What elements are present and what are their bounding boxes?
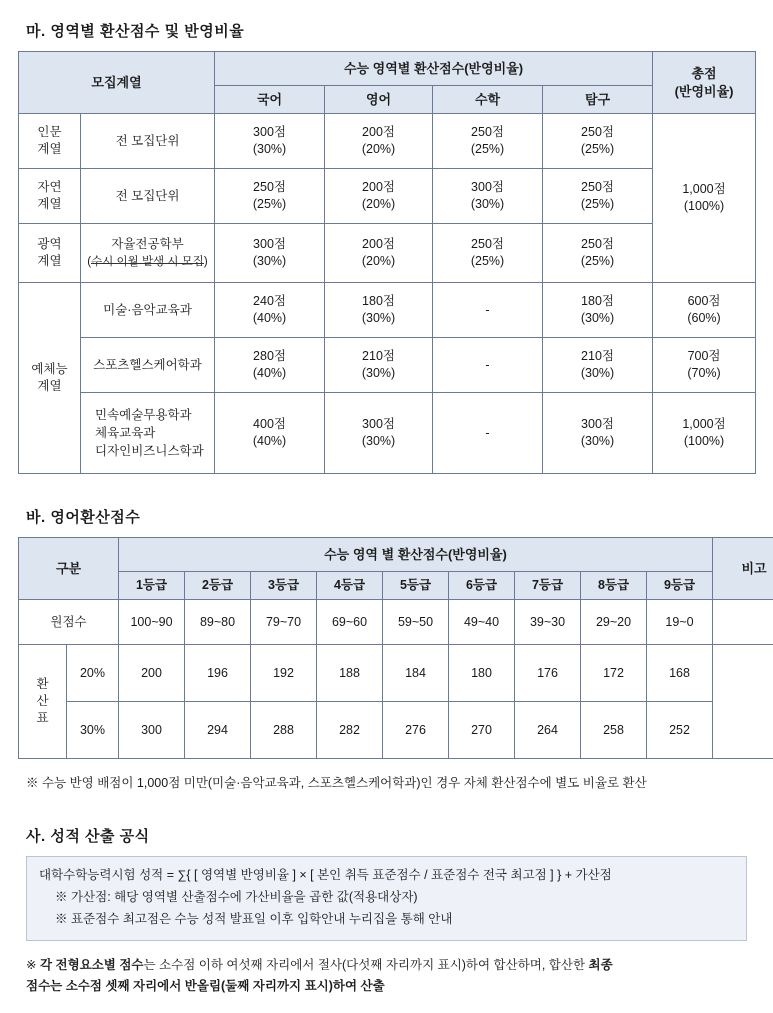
table-row — [19, 600, 773, 645]
cell-art1-inquiry — [543, 283, 653, 338]
header-grade-2: 2등급 — [185, 572, 251, 600]
table-row — [19, 702, 773, 759]
cell-art2-english — [325, 338, 433, 393]
spacer — [18, 474, 755, 500]
cell-conv20-grade-6: 180 — [449, 645, 515, 702]
cell-raw-grade-5: 59~50 — [383, 600, 449, 645]
row-group-wide — [19, 224, 81, 283]
unit-wide — [81, 224, 215, 283]
cell-raw-grade-8: 29~20 — [581, 600, 647, 645]
cell-conv20-grade-3: 192 — [251, 645, 317, 702]
row-group-humanities — [19, 114, 81, 169]
cell-conv20-grade-1: 200 — [119, 645, 185, 702]
cell-wide-math — [433, 224, 543, 283]
cell-conv20-grade-2: 196 — [185, 645, 251, 702]
cell-conv20-grade-9: 168 — [647, 645, 713, 702]
score-value: 250점 — [581, 180, 614, 195]
cell-art3-english — [325, 393, 433, 474]
score-value: 200점 — [362, 237, 395, 252]
table-header-row-1 — [19, 538, 773, 572]
group-label-line2: 계열 — [37, 197, 62, 211]
cell-raw-grade-3: 79~70 — [251, 600, 317, 645]
table-header-row-1 — [19, 52, 756, 86]
cell-natural-korean — [215, 169, 325, 224]
cell-natural-math — [433, 169, 543, 224]
header-total-line2: (반영비율) — [674, 83, 734, 99]
group-label-line1: 인문 — [37, 125, 62, 140]
score-ratio: (40%) — [252, 311, 287, 325]
section-title-sa: 사. 성적 산출 공식 — [26, 828, 150, 845]
score-ratio: (20%) — [361, 197, 396, 211]
score-ratio: (25%) — [580, 254, 615, 268]
cell-ratio-20: 20% — [67, 645, 119, 702]
score-value: 250점 — [471, 125, 504, 140]
unit-label-line3: 디자인비즈니스학과 — [95, 444, 204, 459]
score-ratio: (25%) — [580, 142, 615, 156]
cell-conv30-grade-3: 288 — [251, 702, 317, 759]
score-ratio: (40%) — [252, 434, 287, 448]
header-grade-1: 1등급 — [119, 572, 185, 600]
total-value: 1,000점 — [682, 182, 726, 197]
score-value: 250점 — [471, 237, 504, 252]
header-english-group: 수능 영역 별 환산점수(반영비율) — [119, 538, 713, 572]
header-grade-4: 4등급 — [317, 572, 383, 600]
cell-ratio-30: 30% — [67, 702, 119, 759]
table-row — [19, 283, 756, 338]
score-ratio: (40%) — [252, 366, 287, 380]
header-subject-inquiry: 탐구 — [543, 86, 653, 114]
row-label-conversion-table — [19, 645, 67, 759]
note-text-1: 는 소수점 이하 여섯째 자리에서 절사(다섯째 자리까지 표시)하여 합산하며, 합산한 — [143, 957, 589, 972]
row-group-natural — [19, 169, 81, 224]
formula-box — [26, 856, 747, 941]
header-remark: 비고 — [713, 538, 773, 600]
score-ratio: (25%) — [252, 197, 287, 211]
table-row — [19, 224, 756, 283]
table-row — [19, 393, 756, 474]
score-ratio: (25%) — [580, 197, 615, 211]
score-ratio: (30%) — [252, 142, 287, 156]
score-ratio: (20%) — [361, 142, 396, 156]
cell-art2-math: - — [433, 338, 543, 393]
cell-art2-total — [653, 338, 756, 393]
note-rounding — [26, 955, 747, 998]
cell-art1-total — [653, 283, 756, 338]
group-label-line1: 자연 — [37, 180, 62, 195]
conv-label-line2: 산 — [36, 694, 49, 709]
score-value: 300점 — [253, 237, 286, 252]
unit-natural: 전 모집단위 — [81, 169, 215, 224]
score-value: 250점 — [581, 237, 614, 252]
cell-conv30-grade-6: 270 — [449, 702, 515, 759]
cell-total-common — [653, 114, 756, 283]
score-ratio: (30%) — [470, 197, 505, 211]
cell-raw-grade-9: 19~0 — [647, 600, 713, 645]
cell-raw-grade-4: 69~60 — [317, 600, 383, 645]
score-ratio: (30%) — [580, 311, 615, 325]
score-value: 210점 — [362, 349, 395, 364]
cell-conv30-grade-5: 276 — [383, 702, 449, 759]
score-value: 180점 — [362, 294, 395, 309]
cell-art2-inquiry — [543, 338, 653, 393]
header-division: 구분 — [19, 538, 119, 600]
score-value: 250점 — [581, 125, 614, 140]
score-ratio: (30%) — [580, 434, 615, 448]
cell-raw-remark — [713, 600, 773, 645]
cell-humanities-math — [433, 114, 543, 169]
group-label-line1: 예체능 — [31, 362, 68, 377]
unit-arts-multi — [81, 393, 215, 474]
header-grade-8: 8등급 — [581, 572, 647, 600]
total-ratio: (100%) — [683, 434, 725, 448]
note-bold-1: 각 전형요소별 점수 — [39, 957, 144, 972]
cell-raw-grade-6: 49~40 — [449, 600, 515, 645]
header-subject-korean: 국어 — [215, 86, 325, 114]
cell-art3-korean — [215, 393, 325, 474]
unit-note-strikethrough: (수시 이월 발생 시 모집) — [87, 254, 207, 271]
cell-natural-inquiry — [543, 169, 653, 224]
score-value: 200점 — [362, 180, 395, 195]
header-subject-group: 수능 영역별 환산점수(반영비율) — [215, 52, 653, 86]
group-label-line2: 계열 — [37, 142, 62, 156]
cell-conv30-grade-2: 294 — [185, 702, 251, 759]
score-ratio: (20%) — [361, 254, 396, 268]
score-ratio: (30%) — [361, 366, 396, 380]
total-ratio: (70%) — [687, 366, 721, 380]
row-group-arts — [19, 283, 81, 474]
score-value: 180점 — [581, 294, 614, 309]
cell-humanities-inquiry — [543, 114, 653, 169]
score-value: 300점 — [581, 417, 614, 432]
note-mark: ※ — [26, 957, 40, 972]
header-subject-math: 수학 — [433, 86, 543, 114]
unit-label: 자율전공학부 — [111, 237, 184, 252]
section-title-ma: 마. 영역별 환산점수 및 반영비율 — [26, 23, 245, 40]
score-value: 280점 — [253, 349, 286, 364]
cell-art3-math: - — [433, 393, 543, 474]
score-value: 300점 — [362, 417, 395, 432]
table-english-conversion — [18, 537, 773, 759]
table-conversion-scores — [18, 51, 756, 474]
header-grade-9: 9등급 — [647, 572, 713, 600]
cell-humanities-english — [325, 114, 433, 169]
cell-art3-total — [653, 393, 756, 474]
conv-label-line3: 표 — [36, 710, 49, 725]
score-ratio: (30%) — [580, 366, 615, 380]
group-label-line2: 계열 — [37, 379, 62, 393]
score-ratio: (25%) — [470, 142, 505, 156]
cell-conv20-grade-4: 188 — [317, 645, 383, 702]
cell-conv30-grade-1: 300 — [119, 702, 185, 759]
cell-raw-grade-1: 100~90 — [119, 600, 185, 645]
score-value: 200점 — [362, 125, 395, 140]
header-total-line1: 총점 — [691, 65, 717, 81]
cell-conv20-grade-7: 176 — [515, 645, 581, 702]
cell-natural-english — [325, 169, 433, 224]
cell-art1-math: - — [433, 283, 543, 338]
cell-conv20-grade-5: 184 — [383, 645, 449, 702]
unit-sports-healthcare: 스포츠헬스케어학과 — [81, 338, 215, 393]
total-ratio: (60%) — [687, 311, 721, 325]
cell-art1-english — [325, 283, 433, 338]
score-value: 300점 — [471, 180, 504, 195]
cell-wide-english — [325, 224, 433, 283]
score-value: 240점 — [253, 294, 286, 309]
section-title-ba: 바. 영어환산점수 — [26, 509, 141, 526]
header-grade-5: 5등급 — [383, 572, 449, 600]
total-ratio: (100%) — [683, 199, 725, 213]
formula-line-2: ※ 가산점: 해당 영역별 산출점수에 가산비율을 곱한 값(적용대상자) — [55, 889, 418, 904]
cell-raw-grade-7: 39~30 — [515, 600, 581, 645]
table-row — [19, 114, 756, 169]
table-row — [19, 338, 756, 393]
score-ratio: (30%) — [361, 311, 396, 325]
formula-line-3: ※ 표준점수 최고점은 수능 성적 발표일 이후 입학안내 누리집을 통해 안내 — [55, 911, 453, 926]
total-value: 700점 — [687, 349, 721, 364]
cell-art3-inquiry — [543, 393, 653, 474]
cell-conv-remark — [713, 645, 773, 759]
unit-humanities: 전 모집단위 — [81, 114, 215, 169]
group-label-line1: 광역 — [37, 237, 62, 252]
cell-art2-korean — [215, 338, 325, 393]
cell-wide-korean — [215, 224, 325, 283]
header-admission-track: 모집계열 — [19, 52, 215, 114]
header-subject-english: 영어 — [325, 86, 433, 114]
cell-art1-korean — [215, 283, 325, 338]
note-bold-3: 점수는 소수점 셋째 자리에서 반올림(둘째 자리까지 표시)하여 산출 — [26, 978, 385, 993]
unit-art-music-education: 미술·음악교육과 — [81, 283, 215, 338]
header-total — [653, 52, 756, 114]
cell-conv20-grade-8: 172 — [581, 645, 647, 702]
unit-label-line1: 민속예술무용학과 — [95, 407, 192, 422]
table-header-row-2 — [19, 572, 773, 600]
table-row — [19, 169, 756, 224]
cell-conv30-grade-9: 252 — [647, 702, 713, 759]
row-label-raw-score: 원점수 — [19, 600, 119, 645]
cell-raw-grade-2: 89~80 — [185, 600, 251, 645]
spacer — [18, 793, 755, 819]
formula-line-1: 대학수학능력시험 성적 = ∑{ [ 영역별 반영비율 ] × [ 본인 취득 표준점수 / 표준점수 전국 최고점 ] } + 가산점 — [39, 868, 612, 882]
header-grade-3: 3등급 — [251, 572, 317, 600]
score-ratio: (30%) — [361, 434, 396, 448]
total-value: 1,000점 — [682, 417, 726, 432]
note-bold-2: 최종 — [588, 957, 613, 972]
cell-conv30-grade-7: 264 — [515, 702, 581, 759]
score-ratio: (25%) — [470, 254, 505, 268]
cell-humanities-korean — [215, 114, 325, 169]
cell-conv30-grade-4: 282 — [317, 702, 383, 759]
cell-conv30-grade-8: 258 — [581, 702, 647, 759]
score-value: 250점 — [253, 180, 286, 195]
header-grade-7: 7등급 — [515, 572, 581, 600]
table-row — [19, 645, 773, 702]
score-ratio: (30%) — [252, 254, 287, 268]
header-grade-6: 6등급 — [449, 572, 515, 600]
cell-wide-inquiry — [543, 224, 653, 283]
note-english-conversion: ※ 수능 반영 배점이 1,000점 미만(미술·음악교육과, 스포츠헬스케어학과)인 경우 자체 환산점수에 별도 비율로 환산 — [26, 776, 647, 790]
score-value: 400점 — [253, 417, 286, 432]
unit-label-line2: 체육교육과 — [95, 425, 156, 440]
total-value: 600점 — [687, 294, 721, 309]
score-value: 210점 — [581, 349, 614, 364]
conv-label-line1: 환 — [36, 677, 49, 692]
score-value: 300점 — [253, 125, 286, 140]
group-label-line2: 계열 — [37, 254, 62, 268]
